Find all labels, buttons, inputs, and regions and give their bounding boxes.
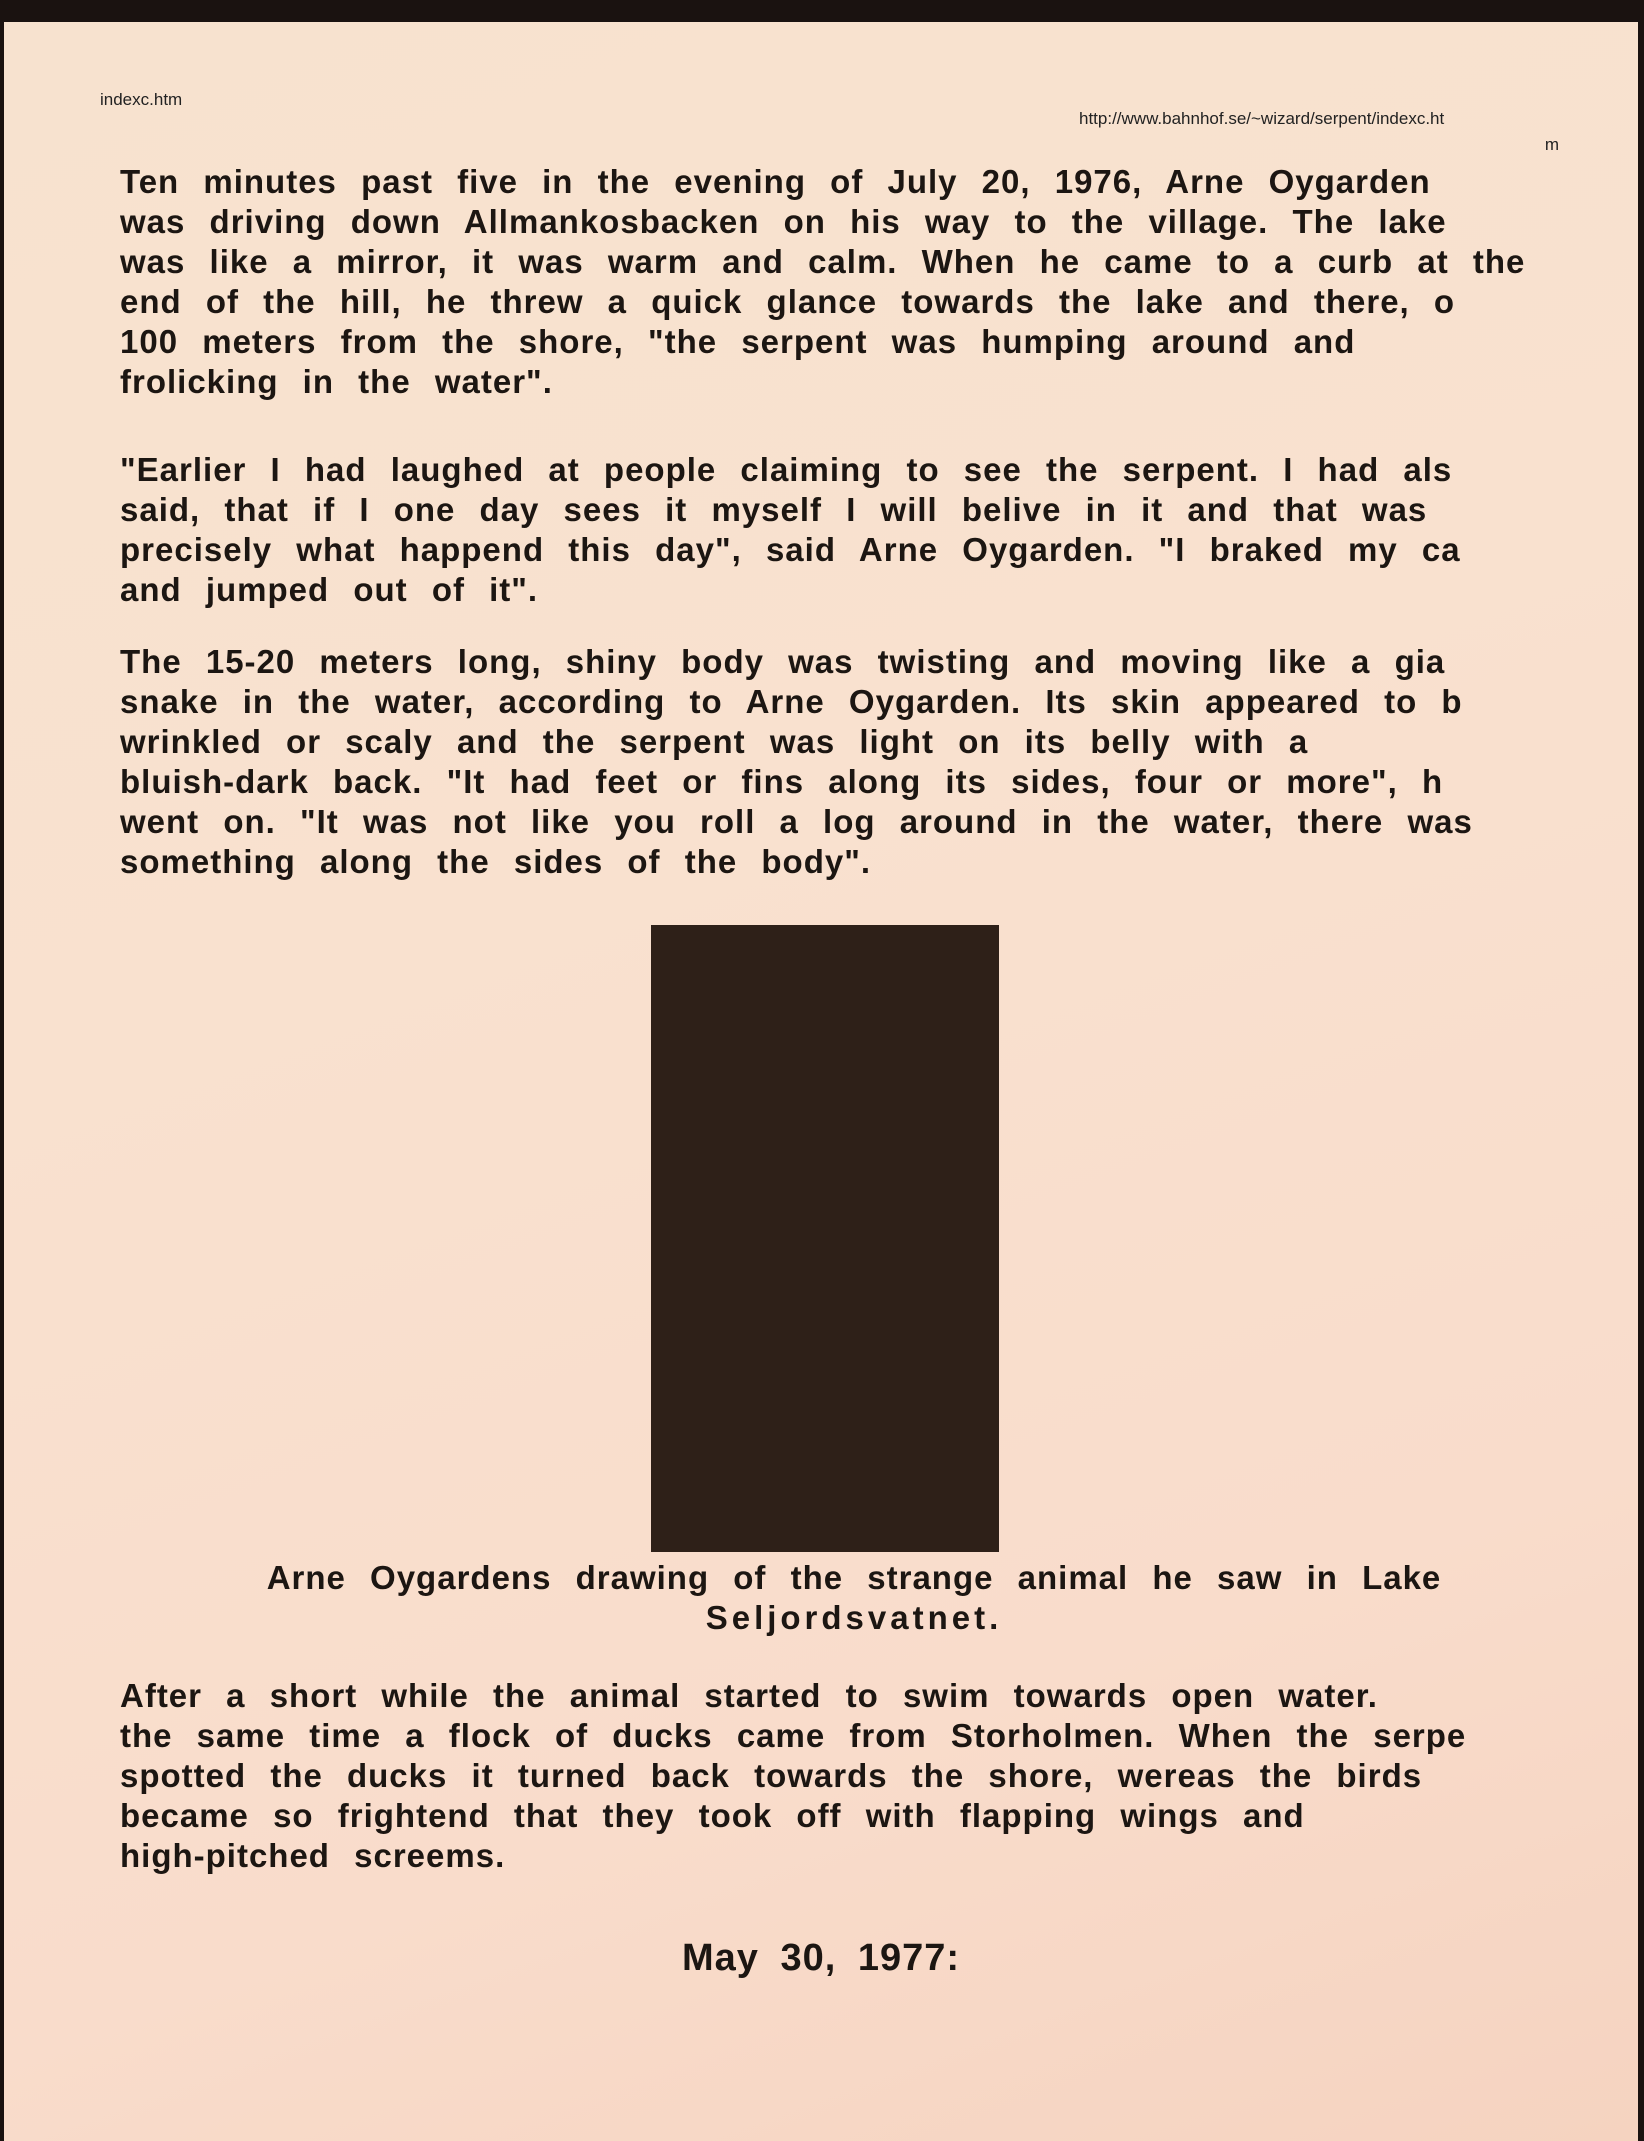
- text-line: spotted the ducks it turned back towards the shore, wereas the birds: [120, 1757, 1423, 1794]
- text-line: something along the sides of the body".: [120, 843, 872, 880]
- text-line: high-pitched screems.: [120, 1837, 506, 1874]
- text-line: frolicking in the water".: [120, 363, 553, 400]
- printed-page: [4, 22, 1638, 2141]
- text-line: said, that if I one day sees it myself I will belive in it and that was: [120, 491, 1428, 528]
- caption-line-1: Arne Oygardens drawing of the strange animal he saw in Lake: [266, 1559, 1442, 1596]
- header-filename: indexc.htm: [100, 90, 183, 109]
- text-line: The 15-20 meters long, shiny body was twisting and moving like a gia: [120, 643, 1446, 680]
- paragraph-4: [120, 1676, 1550, 1876]
- text-line: After a short while the animal started to swim towards open water.: [120, 1677, 1378, 1714]
- text-line: the same time a flock of ducks came from Storholmen. When the serpe: [120, 1717, 1467, 1754]
- header-url: [1079, 106, 1559, 158]
- text-line: bluish-dark back. "It had feet or fins along its sides, four or more", h: [120, 763, 1444, 800]
- text-line: was like a mirror, it was warm and calm. When he came to a curb at the: [120, 243, 1526, 280]
- text-line: end of the hill, he threw a quick glance towards the lake and there, o: [120, 283, 1456, 320]
- text-line: "Earlier I had laughed at people claiming to see the serpent. I had als: [120, 451, 1453, 488]
- text-line: was driving down Allmankosbacken on his way to the village. The lake: [120, 203, 1447, 240]
- text-line: snake in the water, according to Arne Oygarden. Its skin appeared to b: [120, 683, 1463, 720]
- header-url-line2: m: [1544, 135, 1559, 154]
- caption-line-2: Seljordsvatnet.: [705, 1599, 1003, 1636]
- serpent-drawing-image: [651, 925, 999, 1552]
- section-date-heading: May 30, 1977:: [681, 1937, 961, 1979]
- text-line: and jumped out of it".: [120, 571, 539, 608]
- header-url-line1: http://www.bahnhof.se/~wizard/serpent/indexc.ht: [1079, 109, 1445, 128]
- image-caption: [204, 1558, 1504, 1638]
- text-line: went on. "It was not like you roll a log around in the water, there was: [120, 803, 1473, 840]
- text-line: 100 meters from the shore, "the serpent was humping around and: [120, 323, 1356, 360]
- paragraph-1: [120, 162, 1550, 402]
- paragraph-2: [120, 450, 1550, 610]
- text-line: Ten minutes past five in the evening of July 20, 1976, Arne Oygarden: [120, 163, 1431, 200]
- paragraph-3: [120, 642, 1550, 882]
- text-line: precisely what happend this day", said Arne Oygarden. "I braked my ca: [120, 531, 1461, 568]
- text-line: became so frightend that they took off with flapping wings and: [120, 1797, 1305, 1834]
- text-line: wrinkled or scaly and the serpent was light on its belly with a: [120, 723, 1309, 760]
